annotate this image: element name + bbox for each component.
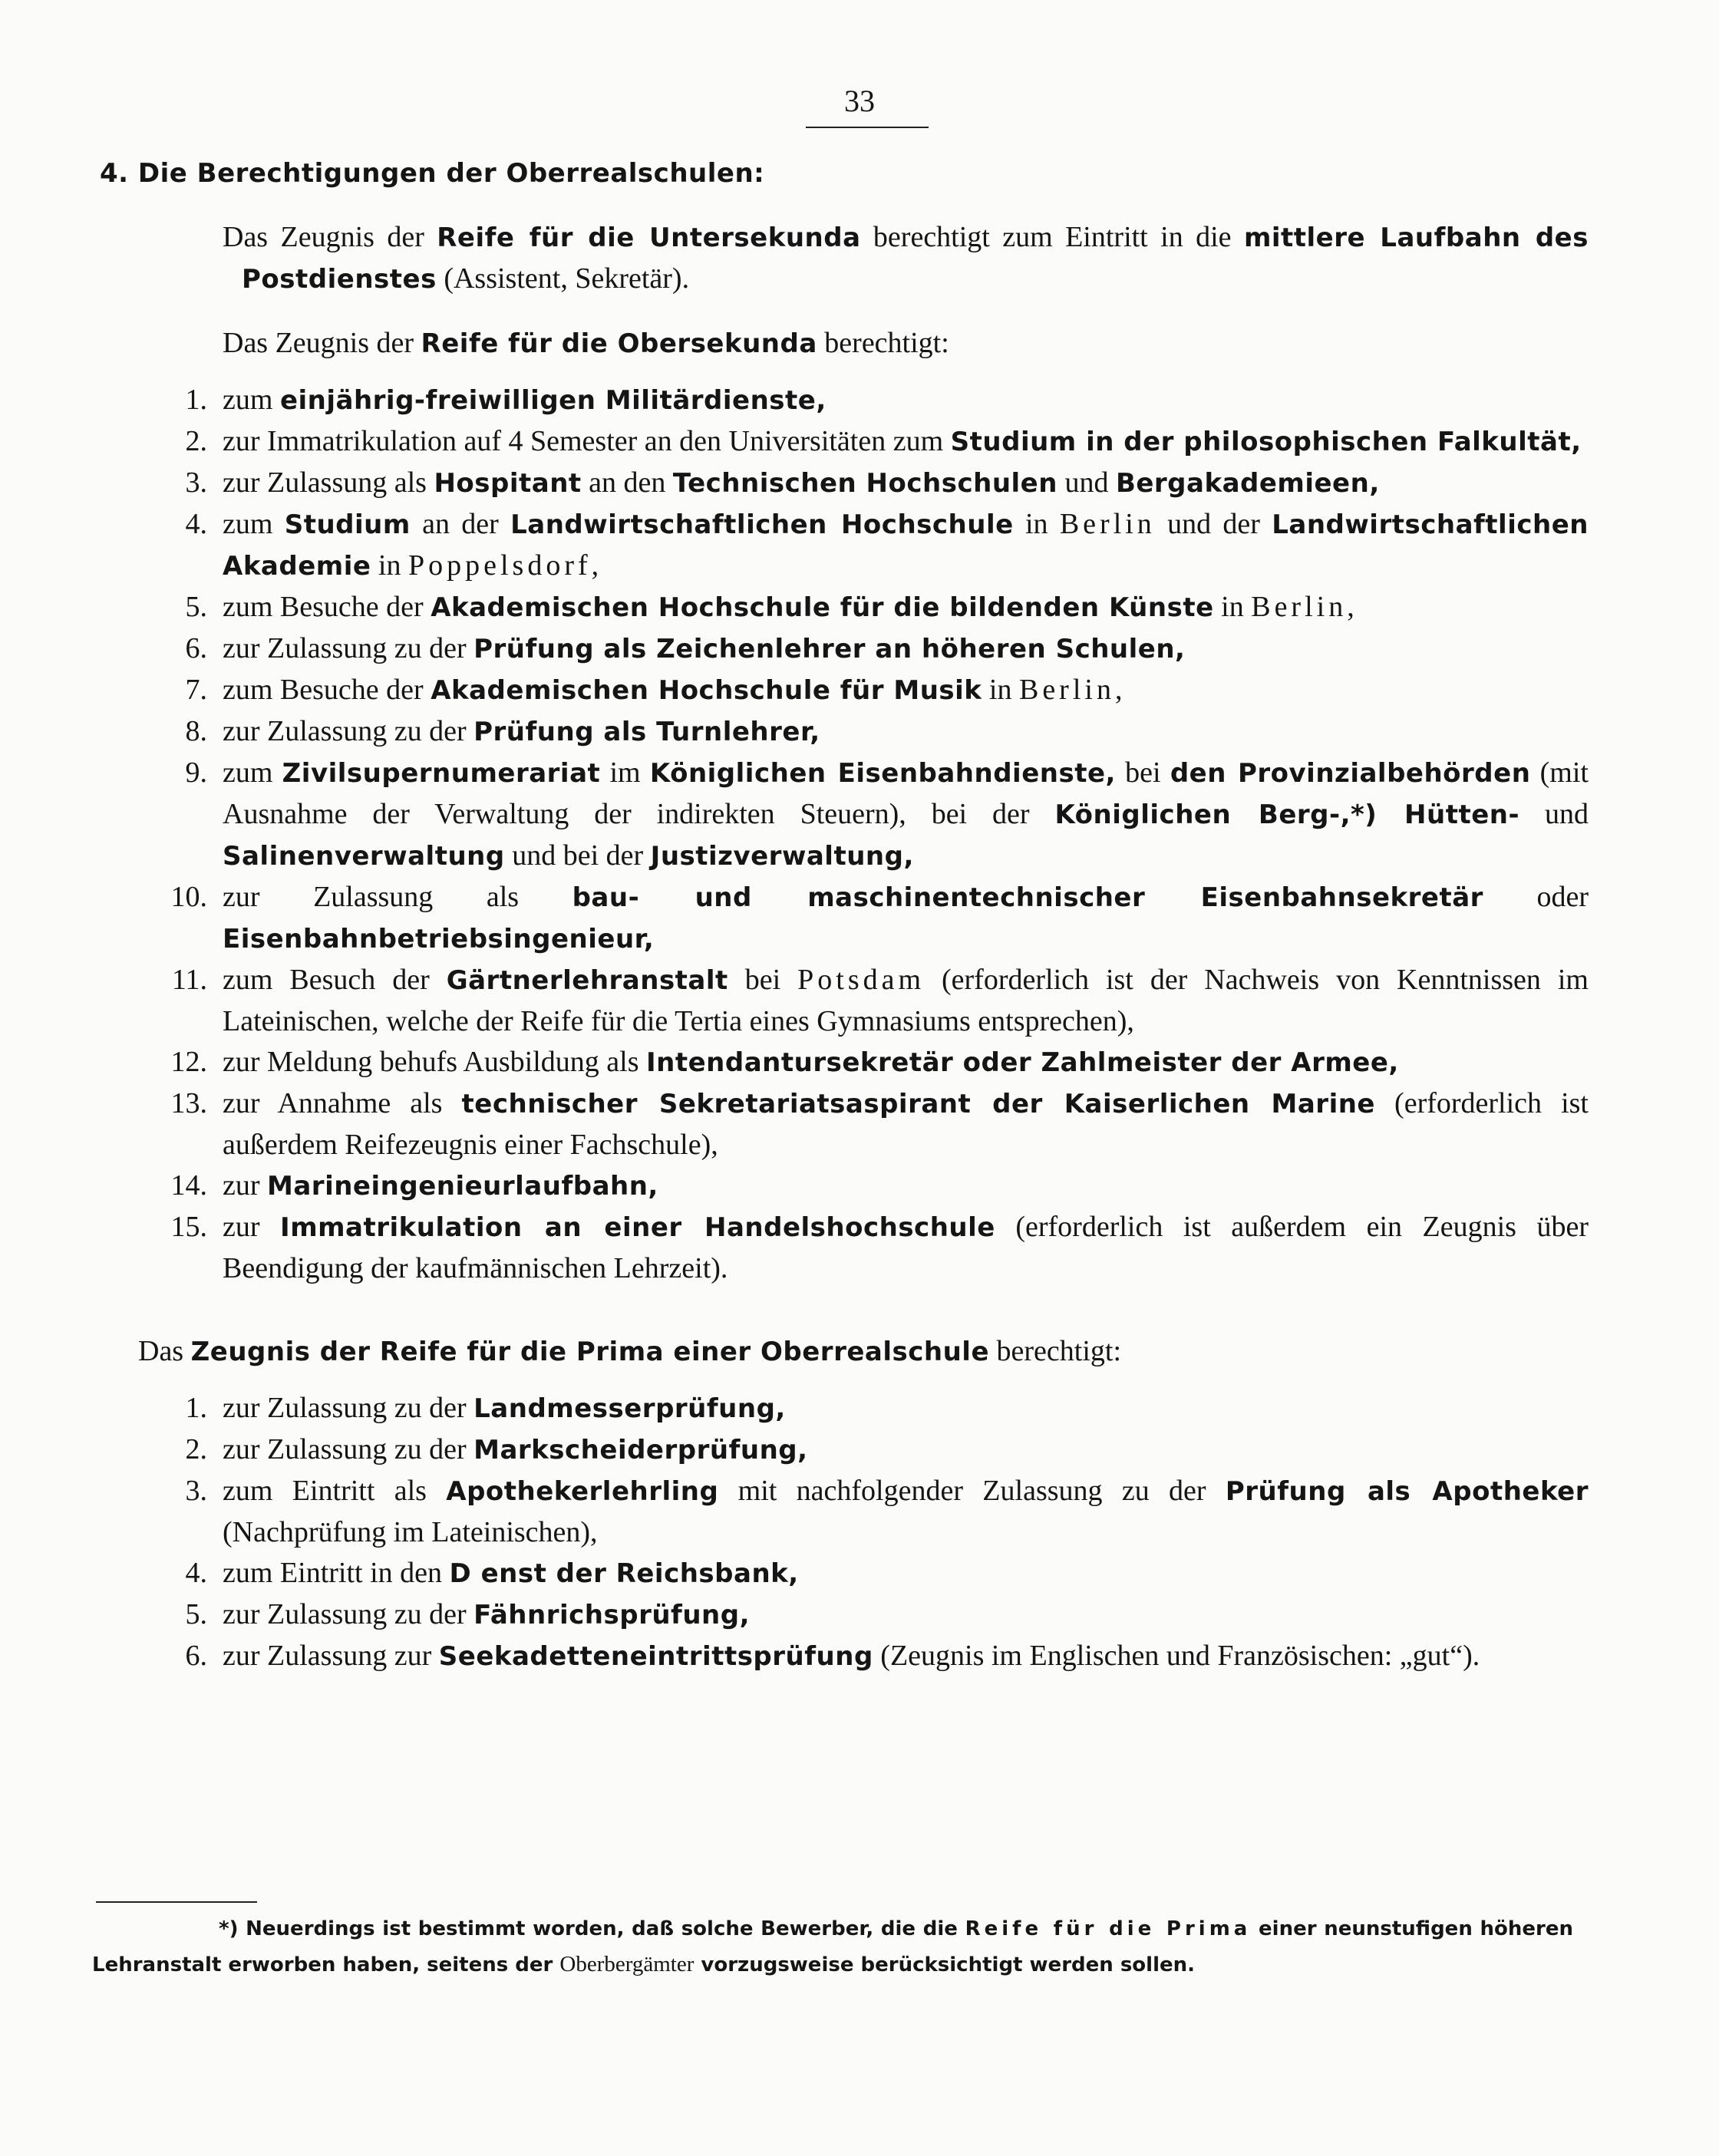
list-item: 4. zum Studium an der Landwirtschaftlichen Hochschule in Berlin und der Landwirtschaftlichen Akademie in Poppelsdorf, (185, 508, 1589, 582)
obersekunda-list (92, 380, 1589, 1289)
footnote: *) Neuerdings ist bestimmt worden, daß solche Bewerber, die die Reife für die Prima einer neunstufigen höheren Lehranstalt erworben haben, seitens der Oberbergämter vorzugsweise berücksichtigt werden sollen. (92, 1917, 1573, 1976)
list-item: 14. zur Marineingenieurlaufbahn, (170, 1169, 658, 1202)
page-number: 33 (844, 84, 875, 118)
obersekunda-paragraph: Das Zeugnis der Reife für die Obersekunda berechtigt: (223, 327, 949, 359)
list-item: 7. zum Besuche der Akademischen Hochschule für Musik in Berlin, (185, 674, 1123, 706)
list-item: 5. zum Besuche der Akademischen Hochschule für die bildenden Künste in Berlin, (185, 591, 1354, 623)
footnote-rule (96, 1901, 257, 1903)
list-item: 8. zur Zulassung zu der Prüfung als Turnlehrer, (185, 715, 820, 747)
list-item: 1. zum einjährig-freiwilligen Militärdienste, (185, 384, 827, 416)
section-heading: 4. Die Berechtigungen der Oberrealschulen: (100, 158, 765, 189)
list-item: 3. zum Eintritt als Apothekerlehrling mit nachfolgender Zulassung zu der Prüfung als Apotheker (Nachprüfung im Lateinischen), (185, 1475, 1589, 1548)
list-item: 13. zur Annahme als technischer Sekretariatsaspirant der Kaiserlichen Marine (erforderlich ist außerdem Reifezeugnis einer Fachschule), (170, 1087, 1589, 1161)
untersekunda-paragraph: Das Zeugnis der Reife für die Untersekunda berechtigt zum Eintritt in die mittlere Laufbahn des Postdienstes (Assistent, Sekretär). (223, 221, 1589, 295)
page-number-rule (806, 127, 929, 128)
list-item: 12. zur Meldung behufs Ausbildung als Intendantursekretär oder Zahlmeister der Armee, (170, 1046, 1399, 1078)
list-item: 2. zur Immatrikulation auf 4 Semester an den Universitäten zum Studium in der philosophischen Falkultät, (185, 425, 1582, 457)
list-item: 10. zur Zulassung als bau- und maschinentechnischer Eisenbahnsekretär oder Eisenbahnbetriebsingenieur, (170, 881, 1589, 954)
list-item: 6. zur Zulassung zu der Prüfung als Zeichenlehrer an höheren Schulen, (185, 632, 1186, 664)
list-item: 5. zur Zulassung zu der Fähnrichsprüfung, (185, 1598, 750, 1630)
prima-list (92, 1388, 1589, 1677)
prima-paragraph: Das Zeugnis der Reife für die Prima einer Oberrealschule berechtigt: (138, 1335, 1121, 1367)
list-item: 9. zum Zivilsupernumerariat im Königlichen Eisenbahndienste, bei den Provinzialbehörden (mit Ausnahme der Verwaltung der indirekten Steuern), bei der Königlichen Berg-,*) Hütten- und Salinenverwaltung und bei der Justizverwaltung, (185, 757, 1589, 872)
list-item: 2. zur Zulassung zu der Markscheiderprüfung, (185, 1433, 808, 1465)
list-item: 4. zum Eintritt in den D enst der Reichsbank, (185, 1557, 799, 1589)
main-content (92, 153, 1589, 1677)
list-item: 11. zum Besuch der Gärtnerlehranstalt bei Potsdam (erforderlich ist der Nachweis von Kenntnissen im Lateinischen, welche der Reife für die Tertia eines Gymnasiums entsprechen), (171, 964, 1589, 1037)
list-item: 6. zur Zulassung zur Seekadetteneintrittsprüfung (Zeugnis im Englischen und Französischen: „gut“). (185, 1640, 1480, 1672)
list-item: 1. zur Zulassung zu der Landmesserprüfung, (185, 1392, 786, 1424)
list-item: 15. zur Immatrikulation an einer Handelshochschule (erforderlich ist außerdem ein Zeugnis über Beendigung der kaufmännischen Lehrzeit). (170, 1211, 1589, 1284)
list-item: 3. zur Zulassung als Hospitant an den Technischen Hochschulen und Bergakademieen, (185, 466, 1380, 499)
